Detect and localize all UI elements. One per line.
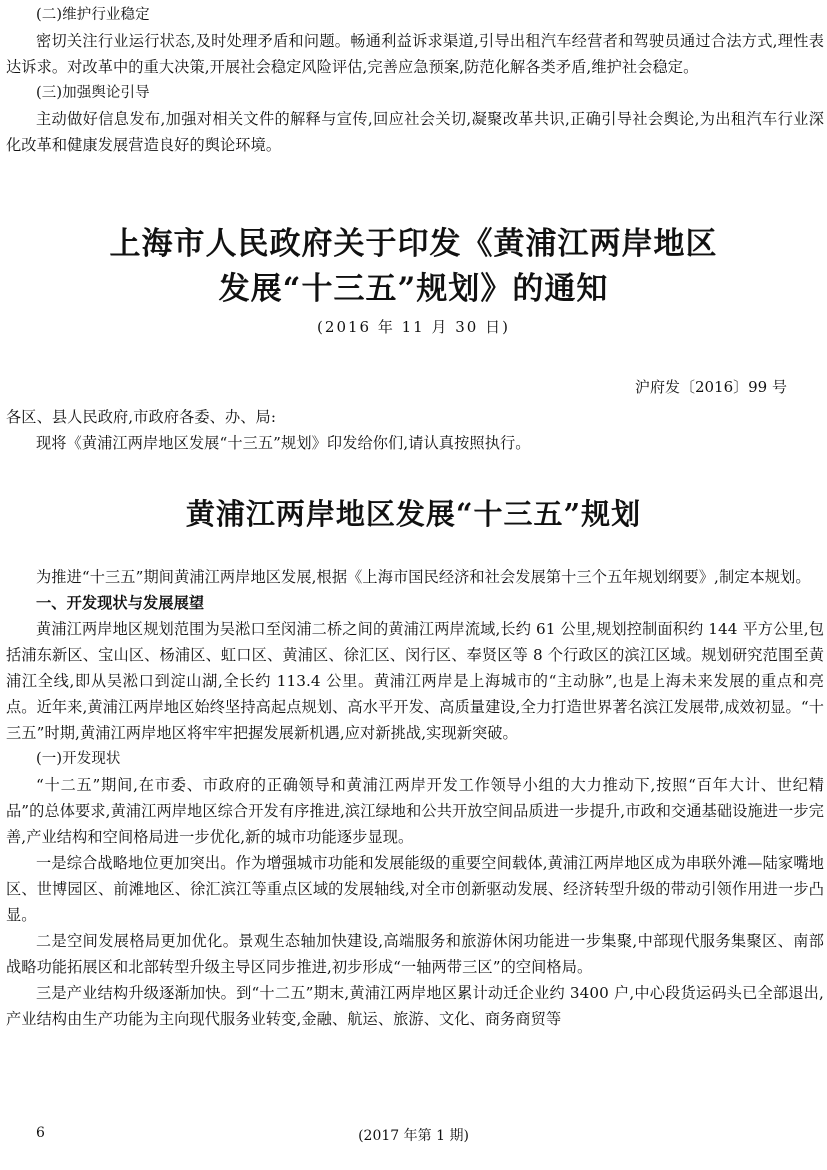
paragraph: 二是空间发展格局更加优化。景观生态轴加快建设,高端服务和旅游休闲功能进一步集聚,中部现代服务集聚区、南部战略功能拓展区和北部转型升级主导区同步推进,初步形成“一轴两带三区”的空间格局。 [6, 932, 824, 976]
paragraph: 主动做好信息发布,加强对相关文件的解释与宣传,回应社会关切,凝聚改革共识,正确引导社会舆论,为出租汽车行业深化改革和健康发展营造良好的舆论环境。 [6, 110, 824, 154]
paragraph: 黄浦江两岸地区规划范围为吴淞口至闵浦二桥之间的黄浦江两岸流域,长约 61 公里,规划控制面积约 144 平方公里,包括浦东新区、宝山区、杨浦区、虹口区、黄浦区、徐汇区、闵行区、奉贤区等 8 个行政区的滨江区域。规划研究范围至黄浦江全线,即从吴淞口到淀山湖,全长约 113.4 公里。黄浦江两岸是上海城市的“主动脉”,也是上海未来发展的重点和亮点。近年来,黄浦江两岸地区始终坚持高起点规划、高水平开发、高质量建设,全力打造世界著名滨江发展带,成效初显。“十三五”时期,黄浦江两岸地区将牢牢把握发展新机遇,应对新挑战,实现新突破。 [6, 620, 824, 742]
paragraph: “十二五”期间,在市委、市政府的正确领导和黄浦江两岸开发工作领导小组的大力推动下,按照“百年大计、世纪精品”的总体要求,黄浦江两岸地区综合开发有序推进,滨江绿地和公共开放空间品质进一步提升,市政和交通基础设施进一步完善,产业结构和空间格局进一步优化,新的城市功能逐步显现。 [6, 776, 824, 846]
notice-title-line-1: 上海市人民政府关于印发《黄浦江两岸地区 [109, 226, 718, 262]
paragraph: 密切关注行业运行状态,及时处理矛盾和问题。畅通利益诉求渠道,引导出租汽车经营者和驾驶员通过合法方式,理性表达诉求。对改革中的重大决策,开展社会稳定风险评估,完善应急预案,防范化解各类矛盾,维护社会稳定。 [6, 32, 824, 76]
document-number: 沪府发〔2016〕99 号 [634, 378, 787, 396]
section-heading: (二)维护行业稳定 [36, 7, 150, 23]
top-section [6, 2, 824, 158]
plan-title: 黄浦江两岸地区发展“十三五”规划 [185, 497, 642, 531]
notice-body [6, 404, 824, 456]
paragraph: 为推进“十三五”期间黄浦江两岸地区发展,根据《上海市国民经济和社会发展第十三个五年规划纲要》,制定本规划。 [36, 568, 811, 586]
paragraph: 三是产业结构升级逐渐加快。到“十二五”期末,黄浦江两岸地区累计动迁企业约 3400 户,中心段货运码头已全部退出,产业结构由生产功能为主向现代服务业转变,金融、航运、旅游、文化、商务商贸等 [6, 984, 824, 1028]
paragraph: 现将《黄浦江两岸地区发展“十三五”规划》印发给你们,请认真按照执行。 [36, 434, 531, 452]
plan-body [6, 564, 824, 1032]
notice-date: (2016 年 11 月 30 日) [317, 318, 510, 336]
paragraph: 一是综合战略地位更加突出。作为增强城市功能和发展能级的重要空间载体,黄浦江两岸地区成为串联外滩—陆家嘴地区、世博园区、前滩地区、徐汇滨江等重点区域的发展轴线,对全市创新驱动发展、经济转型升级的带动引领作用进一步凸显。 [6, 854, 824, 924]
recipients: 各区、县人民政府,市政府各委、办、局: [6, 408, 277, 426]
notice-title-line-2: 发展“十三五”规划》的通知 [218, 271, 609, 307]
subsection-heading: (一)开发现状 [36, 751, 121, 767]
section-heading: (三)加强舆论引导 [36, 85, 150, 101]
issue-label: (2017 年第 1 期) [358, 1128, 469, 1144]
page-number: 6 [36, 1125, 45, 1141]
section-heading: 一、开发现状与发展展望 [36, 594, 205, 612]
